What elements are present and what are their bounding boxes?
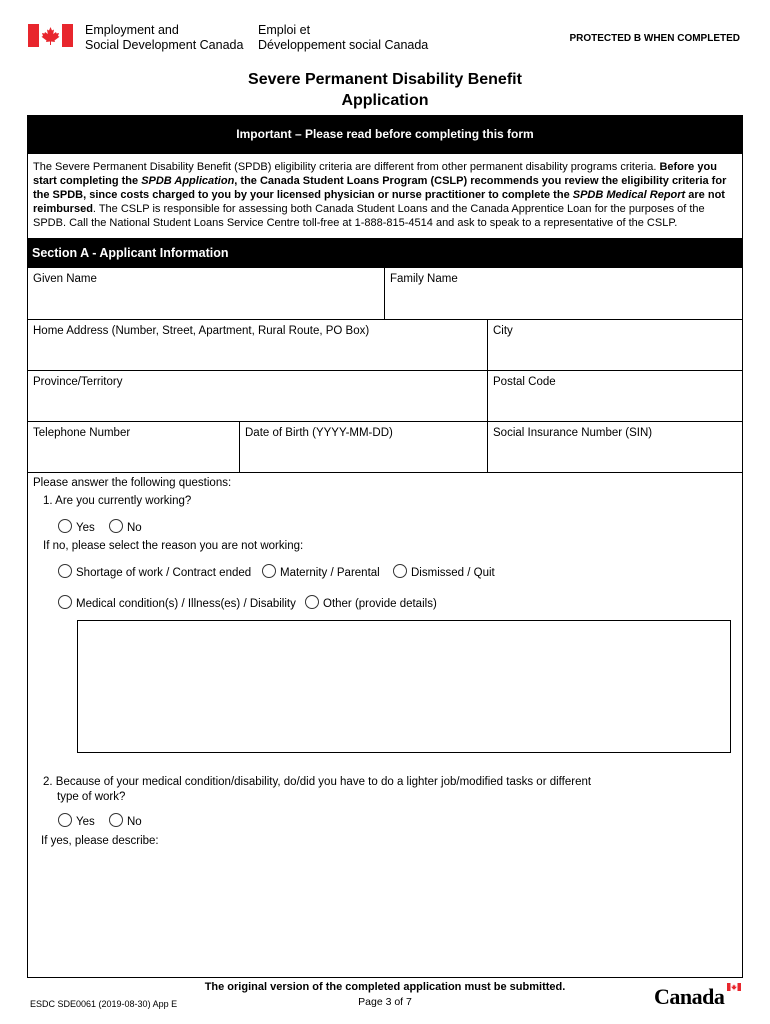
- canada-wordmark: [654, 984, 724, 1010]
- notice-bold-1: Before you start completing the: [33, 161, 717, 187]
- reason-dismissed-radio[interactable]: [393, 564, 407, 578]
- q1-followup: If no, please select the reason you are not working:: [43, 540, 304, 552]
- footer-notice: The original version of the completed application must be submitted.: [204, 981, 566, 993]
- dob-label: Date of Birth (YYYY-MM-DD): [245, 427, 393, 439]
- section-a-form: [27, 268, 743, 978]
- form-identifier: ESDC SDE0061 (2019-08-30) App E: [30, 999, 178, 1009]
- city-field[interactable]: [488, 320, 742, 371]
- form-title: [0, 69, 770, 111]
- notice-bold-3: are not reimbursed: [33, 189, 725, 215]
- q1-no-option[interactable]: [109, 519, 142, 534]
- q2-no-option[interactable]: [109, 813, 142, 828]
- reason-shortage-radio[interactable]: [58, 564, 72, 578]
- q2-yes-label: Yes: [76, 816, 95, 828]
- q2-no-radio[interactable]: [109, 813, 123, 827]
- reason-shortage-option[interactable]: [58, 564, 251, 579]
- sin-label: Social Insurance Number (SIN): [493, 427, 653, 439]
- home-address-field[interactable]: [28, 320, 488, 371]
- q2-yes-option[interactable]: [58, 813, 95, 828]
- reason-other-label: Other (provide details): [323, 598, 437, 610]
- notice-italic-1: SPDB Application: [141, 175, 235, 187]
- q1-yes-option[interactable]: [58, 519, 95, 534]
- canada-flag-icon: [28, 24, 73, 47]
- question-2: [43, 775, 591, 805]
- reason-maternity-option[interactable]: [262, 564, 380, 579]
- other-details-textarea[interactable]: [77, 620, 731, 753]
- dept-fr-line1: Emploi et: [258, 23, 311, 37]
- family-name-label: Family Name: [390, 273, 458, 285]
- q1-no-radio[interactable]: [109, 519, 123, 533]
- question-2-line1: 2. Because of your medical condition/disability, do/did you have to do a lighter job/modified tasks or different: [43, 776, 592, 788]
- sin-field[interactable]: [488, 422, 742, 473]
- canada-wordmark-text: Canada: [654, 984, 725, 1009]
- q2-followup: If yes, please describe:: [41, 835, 159, 847]
- postal-code-label: Postal Code: [493, 376, 556, 388]
- dept-en-line1: Employment and: [85, 23, 179, 37]
- given-name-field[interactable]: [28, 268, 385, 320]
- reason-maternity-radio[interactable]: [262, 564, 276, 578]
- q2-no-label: No: [127, 816, 142, 828]
- dept-fr-line2: Développement social Canada: [258, 38, 429, 52]
- reason-medical-radio[interactable]: [58, 595, 72, 609]
- q1-yes-label: Yes: [76, 522, 95, 534]
- home-address-label: Home Address (Number, Street, Apartment, Rural Route, PO Box): [33, 325, 370, 337]
- questions-intro: Please answer the following questions:: [33, 477, 232, 489]
- notice-text-1: The Severe Permanent Disability Benefit (SPDB) eligibility criteria are different from other permanent disability programs criteria.: [33, 161, 660, 173]
- question-2-line2: type of work?: [57, 791, 126, 803]
- reason-dismissed-label: Dismissed / Quit: [411, 567, 495, 579]
- family-name-field[interactable]: [385, 268, 742, 320]
- department-name-en: [85, 23, 243, 53]
- reason-maternity-label: Maternity / Parental: [280, 567, 380, 579]
- dob-field[interactable]: [240, 422, 488, 473]
- section-a-header: Section A - Applicant Information: [27, 238, 743, 268]
- telephone-field[interactable]: [28, 422, 240, 473]
- department-name-fr: [258, 23, 428, 53]
- postal-code-field[interactable]: [488, 371, 742, 422]
- question-1: 1. Are you currently working?: [43, 495, 192, 507]
- province-field[interactable]: [28, 371, 488, 422]
- telephone-label: Telephone Number: [33, 427, 131, 439]
- reason-other-radio[interactable]: [305, 595, 319, 609]
- province-label: Province/Territory: [33, 376, 123, 388]
- notice-bold-2: , the Canada Student Loans Program (CSLP) recommends you review the eligibility criteria for the SPDB, since costs charged to you by your licensed physician or nurse practitioner to complete the: [33, 175, 727, 201]
- given-name-label: Given Name: [33, 273, 97, 285]
- form-title-line2: Application: [341, 92, 429, 109]
- wordmark-flag-icon: [727, 983, 741, 991]
- q1-no-label: No: [127, 522, 142, 534]
- important-banner: Important – Please read before completing this form: [27, 115, 743, 154]
- protected-label: PROTECTED B WHEN COMPLETED: [569, 33, 740, 44]
- dept-en-line2: Social Development Canada: [85, 38, 244, 52]
- important-notice-text: [27, 154, 743, 238]
- q2-describe-area[interactable]: [41, 853, 731, 971]
- page-number: Page 3 of 7: [358, 996, 412, 1008]
- reason-shortage-label: Shortage of work / Contract ended: [76, 567, 252, 579]
- city-label: City: [493, 325, 513, 337]
- notice-italic-2: SPDB Medical Report: [572, 189, 686, 201]
- q2-yes-radio[interactable]: [58, 813, 72, 827]
- q1-yes-radio[interactable]: [58, 519, 72, 533]
- reason-medical-label: Medical condition(s) / Illness(es) / Disability: [76, 598, 296, 610]
- reason-dismissed-option[interactable]: [393, 564, 495, 579]
- form-title-line1: Severe Permanent Disability Benefit: [248, 71, 522, 88]
- reason-other-option[interactable]: [305, 595, 437, 610]
- reason-medical-option[interactable]: [58, 595, 296, 610]
- notice-text-2: . The CSLP is responsible for assessing both Canada Student Loans and the Canada Apprentice Loan for the purposes of the SPDB. Call the National Student Loans Service Centre toll-free at 1-888-815-4514 and ask to speak to a representative of the CSLP.: [33, 203, 705, 229]
